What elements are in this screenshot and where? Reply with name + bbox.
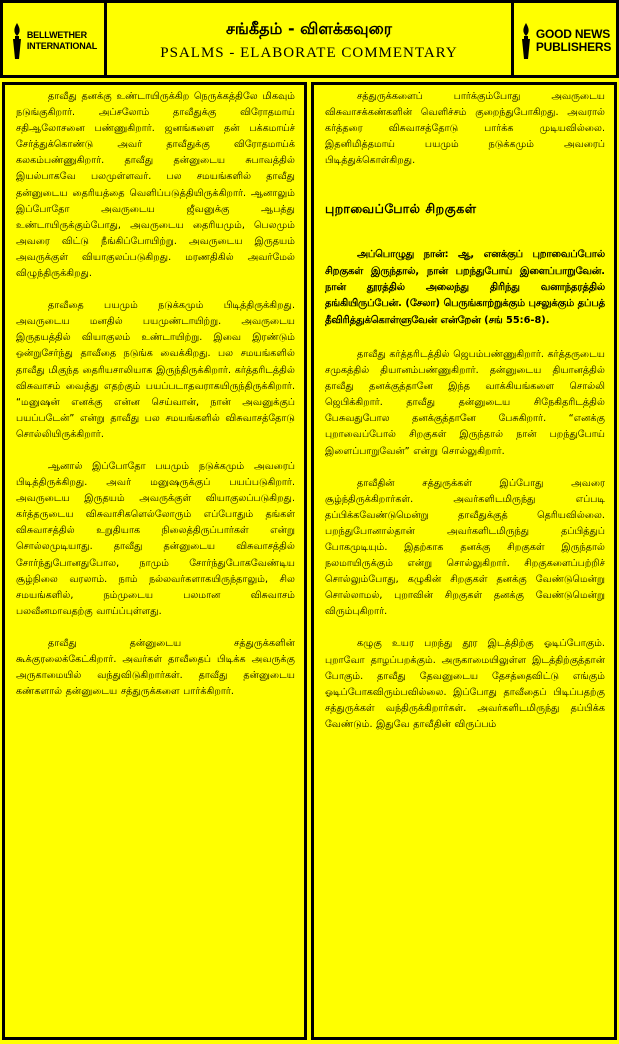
title-area: [110, 3, 508, 78]
section-heading: புறாவைப்போல் சிறகுகள்: [325, 201, 477, 217]
right-paragraph-2: தாவீதின் சத்துருக்கள் இப்போது அவரை சூழ்ந்திருக்கிறார்கள். அவர்களிடமிருந்து எப்படி தப்பிக்கவேண்டுமென்று தாவீதுக்குத் தெரியவில்லை. பறந்துபோனால்தான் அவர்களிடமிருந்து தப்பித்துப் போகமுடியும். இதற்காக தனக்கு சிறகுகள் இருந்தால் நலமாயிருக்கும் என்று சொல்லுகிறார். சிறகுகளைப்பற்றிச் சொல்லும்போது, கழுகின் சிறகுகள் தனக்கு வேண்டுமென்று சொல்லாமல், புறாவின் சிறகுகள் தனக்கு வேண்டுமென்று விரும்புகிறார்.: [325, 477, 605, 618]
logo-right-line2: PUBLISHERS: [535, 39, 612, 54]
scripture-quote: அப்பொழுது நான்: ஆ, எனக்குப் புறாவைப்போல் சிறகுகள் இருந்தால், நான் பறந்துபோய் இளைப்பாறுவேன். நான் தூரத்தில் அலைந்து திரிந்து வனாந்தரத்தில் தங்கியிருப்பேன். (சேலா) பெருங்காற்றுக்கும் புசலுக்கும் தப்பத் தீவிரித்துக்கொள்ளுவேன் என்றேன் (சங் 55:6-8).: [325, 249, 605, 326]
logo-left-line1: BELLWETHER: [26, 29, 87, 40]
good-news-logo: [511, 3, 616, 78]
title-tamil: சங்கீதம் - விளக்கவுரை: [225, 19, 392, 38]
bellwether-logo: [3, 3, 107, 78]
logo-left-line2: INTERNATIONAL: [26, 40, 98, 51]
logo-right-line1: GOOD NEWS: [535, 26, 611, 41]
left-paragraph-4: தாவீது தன்னுடைய சத்துருக்களின் கூக்குரலைக்கேட்கிறார். அவர்கள் தாவீதைப் பிடிக்க அவருக்கு அருகாமையில் வந்துவிடுகிறார்கள். தாவீது தன்னுடைய கண்களால் தன்னுடைய சத்துருக்களை பார்க்கிறார்.: [16, 637, 295, 698]
right-intro-paragraph: சத்துருக்களைப் பார்க்கும்போது அவருடைய விசுவாசக்கண்களின் வெளிச்சம் குறைந்துபோகிறது. அவரால் கர்த்தரை விசுவாசத்தோடு பார்க்க முடியவில்லை. இதனிமித்தமாய் பயமும் நடுக்கமும் அவரைப் பிடித்துக்கொள்கிறது.: [325, 91, 605, 167]
left-column: [2, 82, 307, 1040]
torch-icon: [10, 23, 24, 59]
right-paragraph-3: கழுகு உயர பறந்து தூர இடத்திற்கு ஓடிப்போகும். புறாவோ தாழப்பறக்கும். அருகாமையிலுள்ள இடத்திற்குத்தான் போகும். தாவீது தேவனுடைய தேசத்தைவிட்டு எங்கும் ஓடிப்போகவிரும்பவில்லை. இப்போது தாவீதைப் பிடிப்பதற்கு சத்துருக்கள் வந்திருக்கிறார்கள். அவர்களிடமிருந்து தப்பிக்க வேண்டும். இதுவே தாவீதின் விருப்பம்: [325, 638, 605, 730]
left-paragraph-1: தாவீது தனக்கு உண்டாயிருக்கிற நெருக்கத்திலே மிகவும் நடுங்குகிறார். அப்சலோம் தாவீதுக்கு விரோதமாய் சதிஆலோசனை பண்ணுகிறார். ஜனங்களை தன் பக்கமாய்ச் சேர்த்துக்கொண்டு அவர் தாவீதுக்கு விரோதமாய்க் கலகம்பண்ணுகிறார். தாவீது தன்னுடைய சுபாவத்தில் இயல்பாகவே பலமுள்ளவர். பல சமயங்களில் தாவீது தன்னுடைய தைரியத்தை வெளிப்படுத்தியிருக்கிறார். ஆனாலும் இப்போதோ அவருடைய ஜீவனுக்கு ஆபத்து உண்டாயிருக்கும்போது, அவருடைய தைரியமும், பெலமும் அவரை விட்டு நீங்கிப்போயிற்று. அவருடைய இருதயம் அவருக்குள் வியாகுலப்படுகிறது. மரணதிகில் அவர்மேல் விழுந்திருக்கிறது.: [16, 91, 295, 280]
left-paragraph-2: தாவீதை பயமும் நடுக்கமும் பிடித்திருக்கிறது. அவருடைய மனதில் பயமுண்டாயிற்று. அவருடைய இருதயத்தில் வியாகுலம் உண்டாயிற்று. இவை இரண்டும் ஒன்றுசேர்ந்து தாவீதை நடுங்க வைக்கிறது. பல சமயங்களில் தாவீது மிகுந்த தைரியசாலியாக இருந்திருக்கிறார். கர்த்தரிடத்தில் விசுவாசம் வைத்து எதற்கும் பயப்படாதவராகயிருந்திருக்கிறார். “மனுஷன் எனக்கு என்ன செய்வான், நான் அவனுக்குப் பயப்படேன்” என்று தாவீது பல சமயங்களில் விசுவாசத்தோடு சொல்லியிருக்கிறார்.: [16, 300, 295, 440]
right-paragraph-1: தாவீது கர்த்தரிடத்தில் ஜெபம்பண்ணுகிறார். கர்த்தருடைய சமுகத்தில் தியானம்பண்ணுகிறார். தன்னுடைய தியானத்தில் தாவீது தனக்குத்தானே இந்த வாக்கியங்களை சொல்லி ஜெபிக்கிறார். தாவீது தன்னுடைய சிநேகிதரிடத்தில் பேசுவதுபோல தனக்குத்தானே பேசுகிறார். “எனக்கு புறாவைப்போல் சிறகுகள் இருந்தால் நான் பறந்துபோய் இளைப்பாறுவேன்” என்று சொல்லுகிறார்.: [325, 348, 605, 457]
header-banner: [0, 0, 619, 78]
torch-icon: [519, 23, 533, 59]
header-divider: [0, 75, 619, 78]
left-paragraph-3: ஆனால் இப்போதோ பயமும் நடுக்கமும் அவரைப் பிடித்திருக்கிறது. அவர் மனுஷருக்குப் பயப்படுகிறார். அவருடைய இருதயம் அவருக்குள் வியாகுலப்படுகிறது. கர்த்தருடைய விசுவாசிகளெல்லோரும் எப்போதும் தங்கள் விசுவாசத்தில் உறுதியாக நிலைத்திருப்பார்கள் என்று சொல்லமுடியாது. தாவீது தன்னுடைய விசுவாசத்தில் சோர்ந்துபோனதுபோல, நாமும் சோர்ந்துபோகவேண்டிய சூழ்நிலை வரலாம். நாம் நல்லவர்களாகயிருந்தாலும், சில சமயங்களில், நம்முடைய பலமான விசுவாசம் பலவீனமாவதற்கு வாய்ப்புள்ளது.: [16, 460, 295, 617]
title-english: PSALMS - ELABORATE COMMENTARY: [160, 45, 458, 61]
right-column: [311, 82, 617, 1040]
